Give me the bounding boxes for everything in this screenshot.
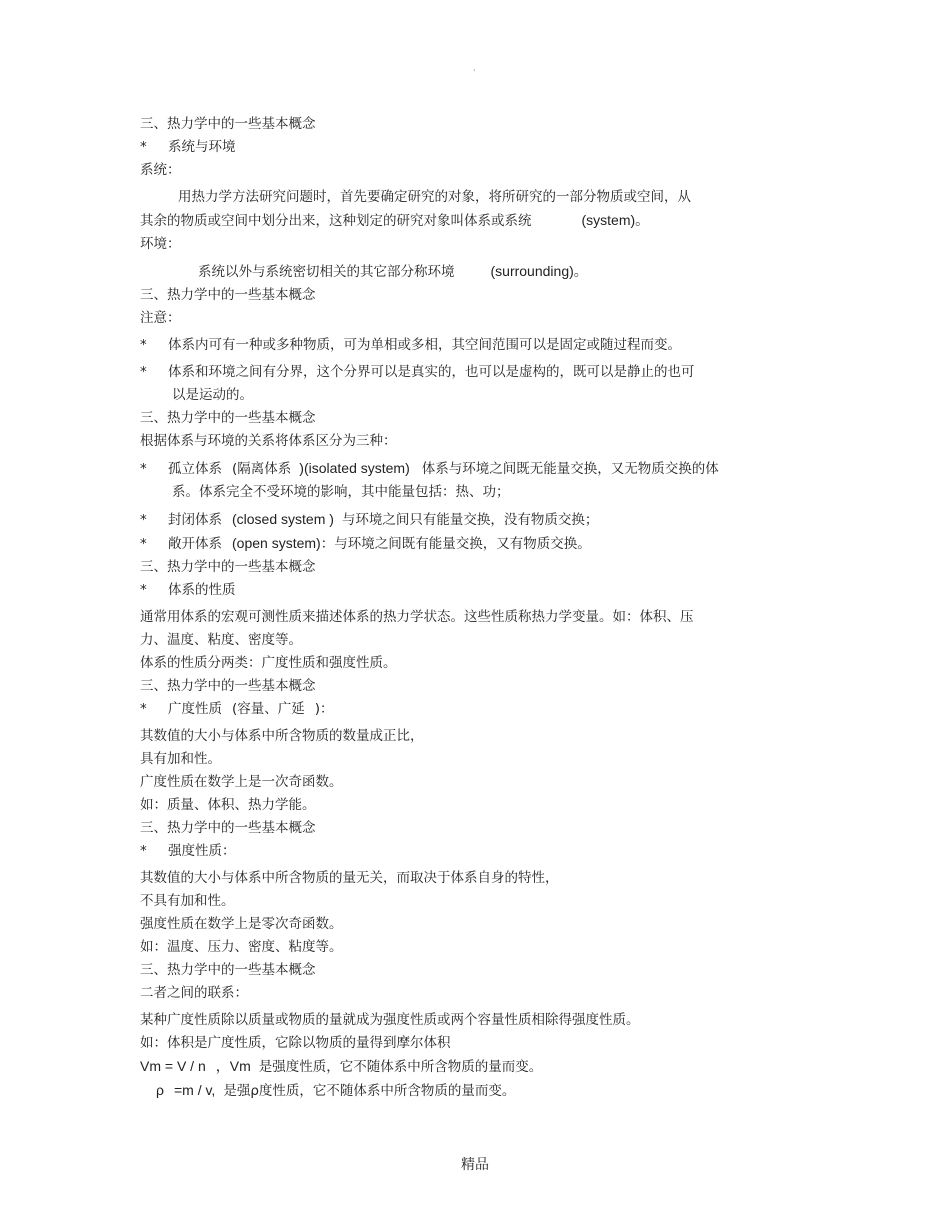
term-chinese: 封闭体系 — [168, 512, 222, 528]
term-english: (closed system ) — [232, 511, 334, 527]
bullet-item — [140, 334, 780, 357]
bullet-item — [140, 361, 780, 384]
section-heading: 三、热力学中的一些基本概念 — [140, 678, 316, 694]
term-english: (open system) — [232, 535, 321, 551]
paragraph-text: 是强ρ度性质，它不随体系中所含物质的量而变。 — [223, 1083, 516, 1099]
label-environment: 环境： — [140, 236, 181, 252]
paragraph-line: 如：温度、压力、密度、粘度等。 — [140, 939, 343, 955]
paragraph-line: 某种广度性质除以质量或物质的量就成为强度性质或两个容量性质相除得强度性质。 — [140, 1012, 640, 1028]
term-english: (system)。 — [581, 212, 650, 228]
formula-symbol: ρ — [156, 1082, 164, 1098]
paragraph-line: 根据体系与环境的关系将体系区分为三种： — [140, 433, 397, 449]
bullet-text: 体系的性质 — [168, 582, 236, 598]
bullet-text: ：与环境之间既有能量交换，又有物质交换。 — [320, 536, 591, 552]
paragraph-text: 系统以外与系统密切相关的其它部分称环境 — [198, 264, 455, 280]
paragraph-line — [140, 209, 780, 233]
formula: =m / v, — [173, 1082, 216, 1098]
bullet-continuation: 以是运动的。 — [172, 387, 253, 403]
paragraph-line: 强度性质在数学上是零次奇函数。 — [140, 916, 343, 932]
section-heading: 三、热力学中的一些基本概念 — [140, 559, 316, 575]
paragraph-line: 其数值的大小与体系中所含物质的数量成正比， — [140, 728, 424, 744]
term-english: )(isolated system) — [299, 460, 410, 476]
bullet-item — [140, 698, 780, 721]
bullet-item — [140, 579, 780, 602]
bullet-text: )： — [314, 701, 334, 717]
paragraph-line: 二者之间的联系： — [140, 985, 248, 1001]
formula: Vm = V / n — [140, 1058, 206, 1074]
bullet-text: 系统与环境 — [168, 139, 236, 155]
section-heading: 三、热力学中的一些基本概念 — [140, 962, 316, 978]
paragraph-line: 力、温度、粘度、密度等。 — [140, 632, 302, 648]
bullet-text: 体系内可有一种或多种物质，可为单相或多相，其空间范围可以是固定或随过程而变。 — [168, 337, 681, 353]
header-mark: · — [473, 66, 476, 75]
bullet-text: 体系与环境之间既无能量交换，又无物质交换的体 — [421, 461, 719, 477]
term-chinese: 孤立体系 — [168, 461, 222, 477]
bullet-star: * — [140, 512, 147, 528]
page-footer: 精品 — [461, 1157, 489, 1173]
bullet-item — [140, 840, 780, 863]
paragraph-line: 用热力学方法研究问题时，首先要确定研究的对象，将所研究的一部分物质或空间，从 — [178, 189, 691, 205]
paragraph-line: 通常用体系的宏观可测性质来描述体系的热力学状态。这些性质称热力学变量。如：体积、压 — [140, 609, 694, 625]
document-body — [140, 113, 780, 1103]
bullet-text: 与环境之间只有能量交换，没有物质交换； — [341, 512, 599, 528]
paragraph-line: 如：体积是广度性质，它除以物质的量得到摩尔体积 — [140, 1035, 451, 1051]
paragraph-line: 具有加和性。 — [140, 751, 221, 767]
section-heading: 三、热力学中的一些基本概念 — [140, 820, 316, 836]
paragraph-line — [140, 260, 780, 284]
paragraph-line: 如：质量、体积、热力学能。 — [140, 797, 316, 813]
section-heading: 三、热力学中的一些基本概念 — [140, 410, 316, 426]
bullet-item — [140, 136, 780, 159]
bullet-item — [140, 532, 780, 556]
formula-line — [140, 1079, 780, 1103]
label-system: 系统： — [140, 162, 181, 178]
bullet-star: * — [140, 364, 147, 380]
bullet-star: * — [140, 701, 147, 717]
bullet-text: 强度性质： — [168, 843, 236, 859]
formula-line — [140, 1055, 780, 1079]
paragraph-line: 不具有加和性。 — [140, 893, 235, 909]
bullet-item — [140, 508, 780, 532]
bullet-continuation: 系。体系完全不受环境的影响，其中能量包括：热、功； — [172, 484, 510, 500]
term-alias: (隔离体系 — [232, 461, 292, 477]
paragraph-text: 其余的物质或空间中划分出来，这种划定的研究对象叫体系或系统 — [140, 213, 532, 229]
label-note: 注意： — [140, 310, 181, 326]
bullet-item — [140, 457, 780, 481]
paragraph-line: 体系的性质分两类：广度性质和强度性质。 — [140, 655, 397, 671]
bullet-star: * — [140, 582, 147, 598]
bullet-star: * — [140, 843, 147, 859]
bullet-star: * — [140, 536, 147, 552]
paragraph-line: 广度性质在数学上是一次奇函数。 — [140, 774, 343, 790]
term-english: (surrounding)。 — [490, 263, 588, 279]
term-chinese: 广度性质 — [168, 701, 222, 717]
bullet-star: * — [140, 139, 147, 155]
paragraph-line: 其数值的大小与体系中所含物质的量无关，而取决于体系自身的特性， — [140, 870, 559, 886]
bullet-text: 体系和环境之间有分界，这个分界可以是真实的，也可以是虚构的，既可以是静止的也可 — [168, 364, 695, 380]
section-heading: 三、热力学中的一些基本概念 — [140, 287, 316, 303]
bullet-star: * — [140, 461, 147, 477]
term-alias: (容量、广延 — [232, 701, 305, 717]
term-chinese: 敞开体系 — [168, 536, 222, 552]
paragraph-text: 是强度性质，它不随体系中所含物质的量而变。 — [258, 1059, 543, 1075]
bullet-star: * — [140, 337, 147, 353]
section-heading: 三、热力学中的一些基本概念 — [140, 116, 316, 132]
formula-symbol: ，Vm — [215, 1058, 251, 1074]
